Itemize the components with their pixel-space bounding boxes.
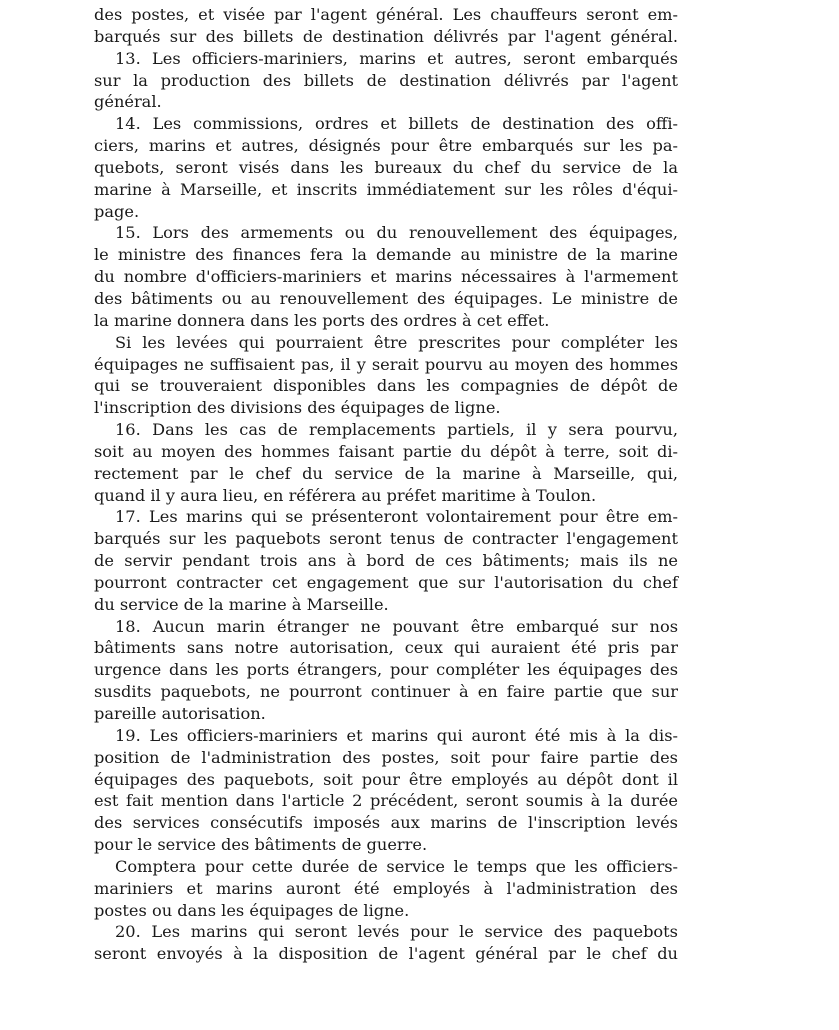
text-line: de servir pendant trois ans à bord de ces bâtiments; mais ils ne (94, 551, 678, 571)
text-line: équipages ne suffisaient pas, il y serait pourvu au moyen des hommes (94, 354, 678, 374)
text-line: équipages des paquebots, soit pour être employés au dépôt dont il (94, 769, 678, 789)
body-text (94, 4, 678, 965)
text-line: barqués sur les paquebots seront tenus de contracter l'engagement (94, 529, 678, 549)
text-line: pour le service des bâtiments de guerre. (94, 835, 428, 855)
text-line: 18. Aucun marin étranger ne pouvant être embarqué sur nos (115, 616, 678, 636)
text-line: susdits paquebots, ne pourront continuer à en faire partie que sur (94, 682, 678, 702)
text-line: 20. Les marins qui seront levés pour le service des paquebots (115, 922, 678, 942)
text-line: barqués sur des billets de destination délivrés par l'agent général. (94, 26, 678, 46)
text-line: est fait mention dans l'article 2 précédent, seront soumis à la durée (94, 791, 678, 811)
text-line: des bâtiments ou au renouvellement des équipages. Le ministre de (94, 288, 678, 308)
text-line: mariniers et marins auront été employés à l'administration des (94, 878, 678, 898)
text-line: 13. Les officiers-mariniers, marins et autres, seront embarqués (115, 48, 678, 68)
text-line: soit au moyen des hommes faisant partie du dépôt à terre, soit di- (94, 441, 678, 461)
text-line: quebots, seront visés dans les bureaux du chef du service de la (94, 157, 678, 177)
text-line: sur la production des billets de destination délivrés par l'agent (94, 70, 678, 90)
text-line: général. (94, 92, 162, 112)
text-line: l'inscription des divisions des équipages de ligne. (94, 398, 501, 418)
text-line: du nombre d'officiers-mariniers et marins nécessaires à l'armement (94, 267, 678, 287)
text-line: Comptera pour cette durée de service le temps que les officiers- (115, 856, 678, 876)
text-line: 17. Les marins qui se présenteront volontairement pour être em- (115, 507, 678, 527)
text-line: du service de la marine à Marseille. (94, 594, 389, 614)
text-line: ciers, marins et autres, désignés pour être embarqués sur les pa- (94, 136, 678, 156)
text-line: pareille autorisation. (94, 704, 266, 723)
text-line: page. (94, 201, 140, 221)
text-line: 19. Les officiers-mariniers et marins qui auront été mis à la dis- (115, 725, 678, 745)
text-line: urgence dans les ports étrangers, pour compléter les équipages des (94, 660, 678, 680)
text-line: 16. Dans les cas de remplacements partiels, il y sera pourvu, (115, 420, 678, 440)
text-line: 15. Lors des armements ou du renouvellement des équipages, (115, 223, 678, 243)
text-line: Si les levées qui pourraient être prescrites pour compléter les (115, 332, 678, 352)
text-line: qui se trouveraient disponibles dans les compagnies de dépôt de (94, 376, 678, 396)
text-line: quand il y aura lieu, en référera au préfet maritime à Toulon. (94, 485, 597, 505)
text-line: la marine donnera dans les ports des ordres à cet effet. (94, 310, 550, 330)
text-line: 14. Les commissions, ordres et billets de destination des offi- (115, 114, 678, 134)
text-line: postes ou dans les équipages de ligne. (94, 900, 410, 920)
text-line: marine à Marseille, et inscrits immédiatement sur les rôles d'équi- (94, 179, 678, 199)
text-line: des postes, et visée par l'agent général. Les chauffeurs seront em- (94, 5, 678, 24)
text-line: des services consécutifs imposés aux marins de l'inscription levés (94, 813, 678, 833)
text-line: pourront contracter cet engagement que sur l'autorisation du chef (94, 572, 678, 592)
text-line: rectement par le chef du service de la marine à Marseille, qui, (94, 463, 678, 483)
text-line: bâtiments sans notre autorisation, ceux qui auraient été pris par (94, 638, 678, 658)
text-line: seront envoyés à la disposition de l'agent général par le chef du (94, 944, 678, 964)
text-line: position de l'administration des postes, soit pour faire partie des (94, 747, 678, 767)
text-line: le ministre des finances fera la demande au ministre de la marine (94, 245, 678, 265)
